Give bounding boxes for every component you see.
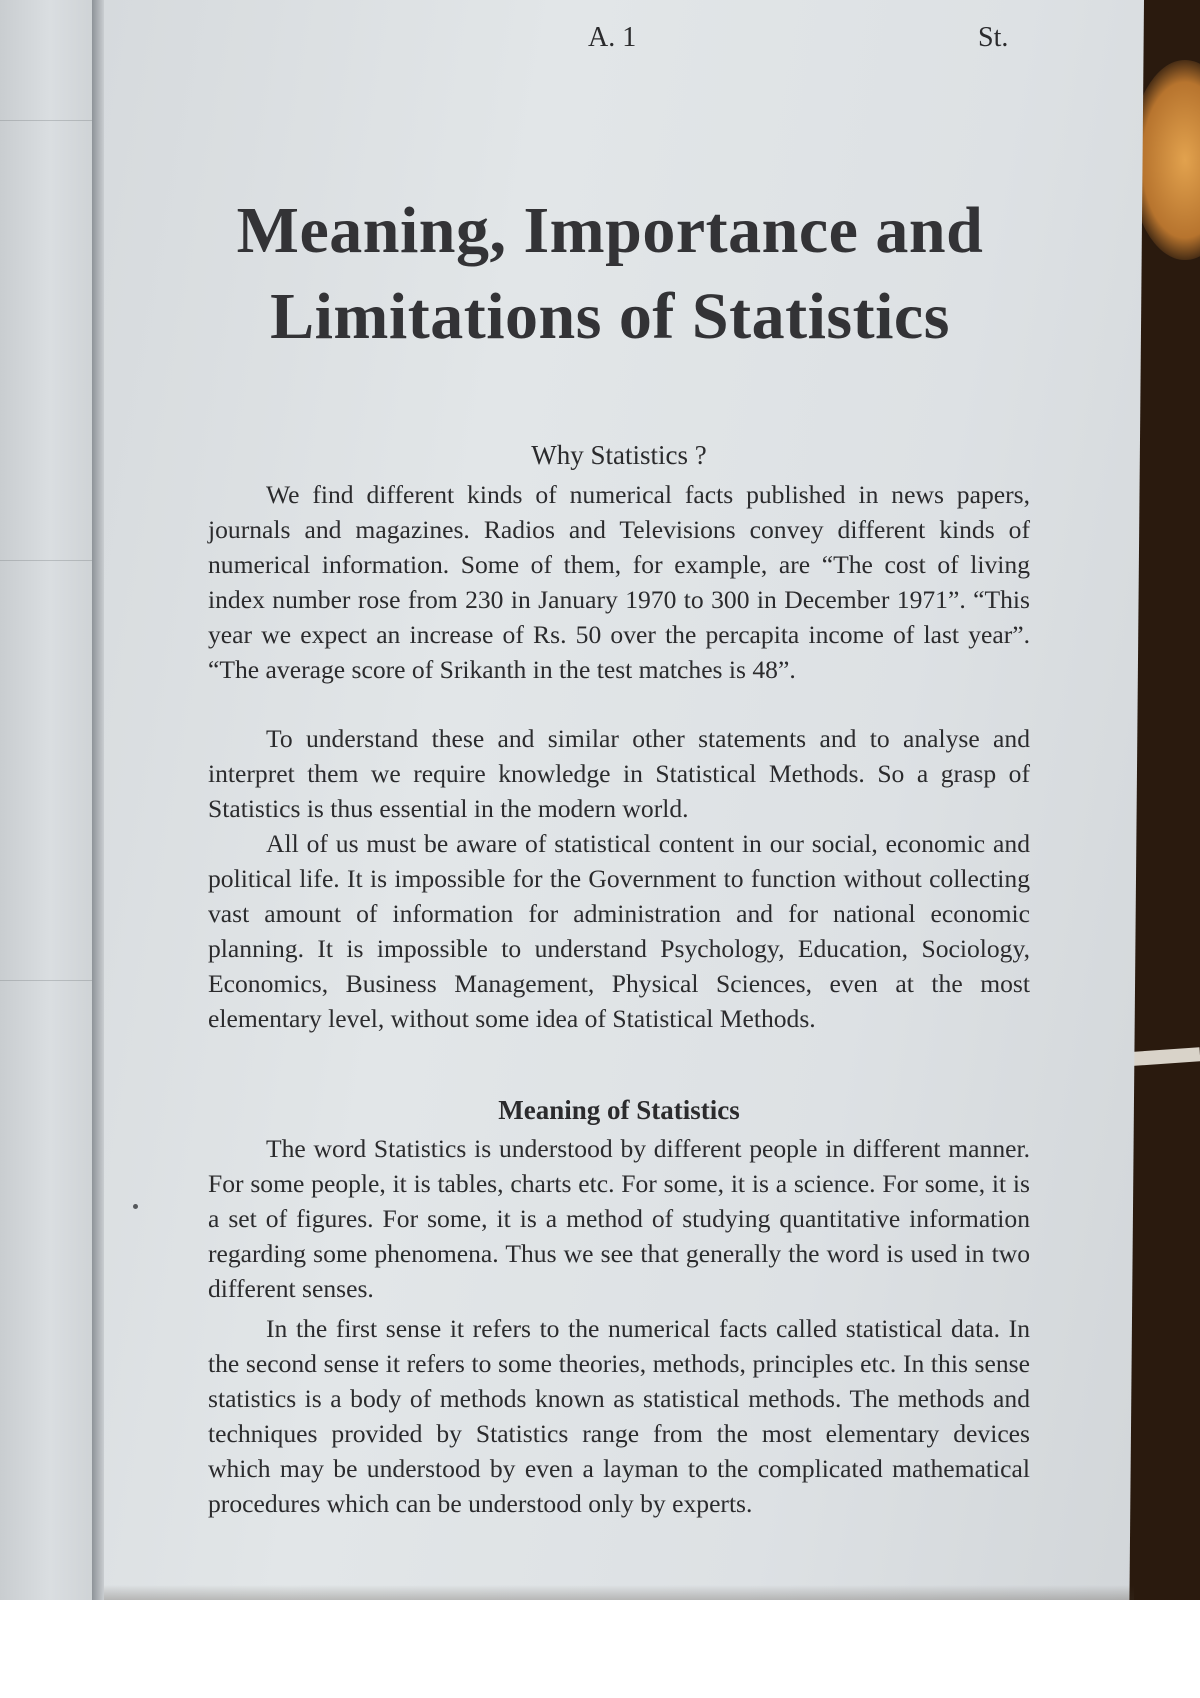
paragraph-understand-statements: To understand these and similar other statements and to analyse and interpret them we require knowledge in Statistical Methods. So a grasp of Statistics is thus essential in the modern world. (208, 724, 1030, 823)
page-edge-line (0, 120, 100, 121)
page-edge-line (0, 560, 100, 561)
running-head-subject: St. (978, 22, 1009, 53)
chapter-title-line-2: Limitations of Statistics (270, 280, 950, 353)
paragraph-word-statistics: The word Statistics is understood by different people in different manner. For some people, it is tables, charts etc. For some, it is a science. For some, it is a set of figures. For some, it is a method of studying quantitative information regarding some phenomena. Thus we see that generally the word is used in two different senses. (208, 1134, 1030, 1303)
page-edge-line (0, 980, 100, 981)
ink-mark (133, 1204, 138, 1209)
page-shadow (104, 1585, 1134, 1600)
section-heading-why-statistics: Why Statistics ? (531, 440, 707, 470)
chapter-title-line-1: Meaning, Importance and (236, 194, 984, 267)
facing-page (0, 0, 100, 1600)
section-heading-meaning-of-statistics: Meaning of Statistics (498, 1095, 740, 1125)
book-gutter (92, 0, 106, 1600)
page-number: A. 1 (588, 22, 637, 53)
paragraph-statistical-content: All of us must be aware of statistical content in our social, economic and political life. It is impossible for the Government to function without collecting vast amount of information for administration and for national economic planning. It is impossible to understand Psychology, Education, Sociology, Economics, Business Management, Physical Sciences, even at the most elementary level, without some idea of Statistical Methods. (208, 829, 1030, 1033)
chapter-title (150, 188, 1070, 360)
paragraph-numerical-facts: We find different kinds of numerical facts published in news papers, journals and magazines. Radios and Televisions convey different kinds of numerical information. Some of them, for example, are “The cost of living index number rose from 230 in January 1970 to 300 in December 1971”. “This year we expect an increase of Rs. 50 over the percapita income of last year”. “The average score of Srikanth in the test matches is 48”. (208, 480, 1030, 684)
paragraph-two-senses: In the first sense it refers to the numerical facts called statistical data. In the second sense it refers to some theories, methods, principles etc. In this sense statistics is a body of methods known as statistical methods. The methods and techniques provided by Statistics range from the most elementary devices which may be understood by even a layman to the complicated mathematical procedures which can be understood only by experts. (208, 1314, 1030, 1518)
